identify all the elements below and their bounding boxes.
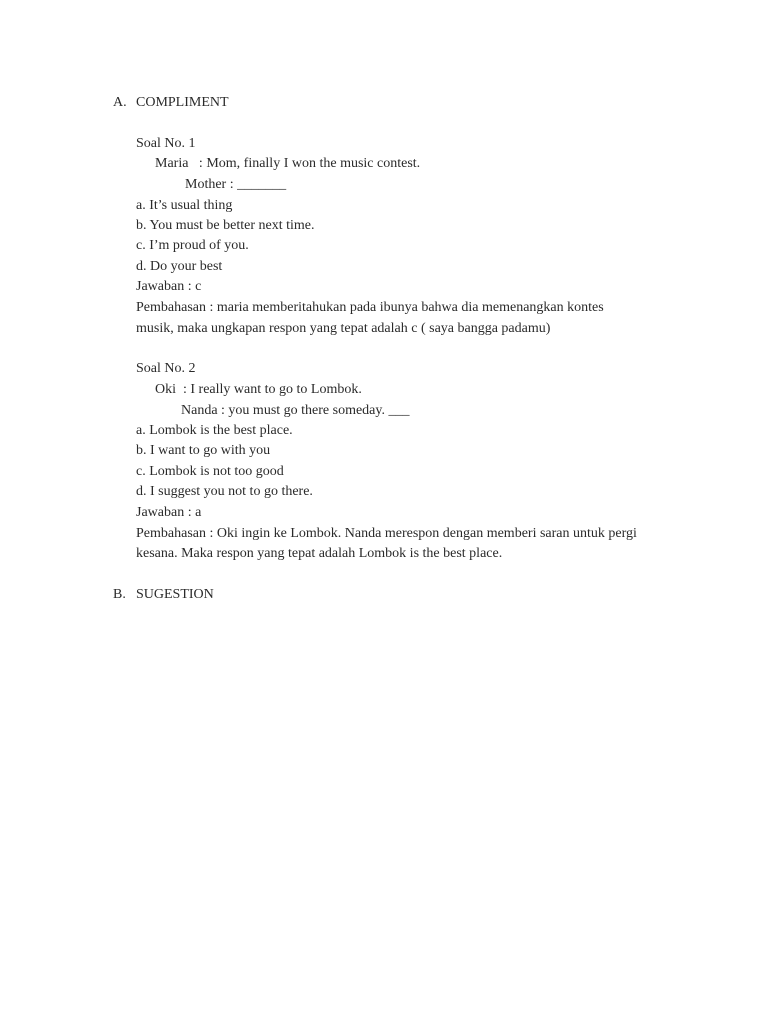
section-b-letter: B. [113, 587, 126, 602]
q2-dialog-line-1: Oki : I really want to go to Lombok. [155, 382, 362, 397]
q2-explanation-line-1: Pembahasan : Oki ingin ke Lombok. Nanda merespon dengan memberi saran untuk pergi [136, 526, 637, 541]
q1-option-c: c. I’m proud of you. [136, 238, 249, 253]
q1-dialog-line-2: Mother : _______ [185, 177, 287, 192]
q2-explanation-line-2: kesana. Maka respon yang tepat adalah Lombok is the best place. [136, 546, 503, 561]
q2-option-d: d. I suggest you not to go there. [136, 484, 313, 499]
q2-option-c: c. Lombok is not too good [136, 464, 284, 479]
q1-option-b: b. You must be better next time. [136, 218, 315, 233]
q2-option-b: b. I want to go with you [136, 443, 271, 458]
q2-dialog-line-2: Nanda : you must go there someday. ___ [181, 403, 410, 418]
q2-label: Soal No. 2 [136, 361, 196, 376]
q1-explanation-line-1: Pembahasan : maria memberitahukan pada ibunya bahwa dia memenangkan kontes [136, 300, 604, 315]
section-b-title: SUGESTION [136, 587, 214, 602]
q2-answer: Jawaban : a [136, 505, 202, 520]
q1-option-a: a. It’s usual thing [136, 198, 233, 213]
q2-option-a: a. Lombok is the best place. [136, 423, 293, 438]
q1-explanation-line-2: musik, maka ungkapan respon yang tepat adalah c ( saya bangga padamu) [136, 321, 551, 336]
section-a-letter: A. [113, 95, 127, 110]
q1-dialog-line-1: Maria : Mom, finally I won the music contest. [155, 156, 421, 171]
q1-label: Soal No. 1 [136, 136, 196, 151]
q1-answer: Jawaban : c [136, 279, 202, 294]
q1-option-d: d. Do your best [136, 259, 223, 274]
section-a-title: COMPLIMENT [136, 95, 229, 110]
